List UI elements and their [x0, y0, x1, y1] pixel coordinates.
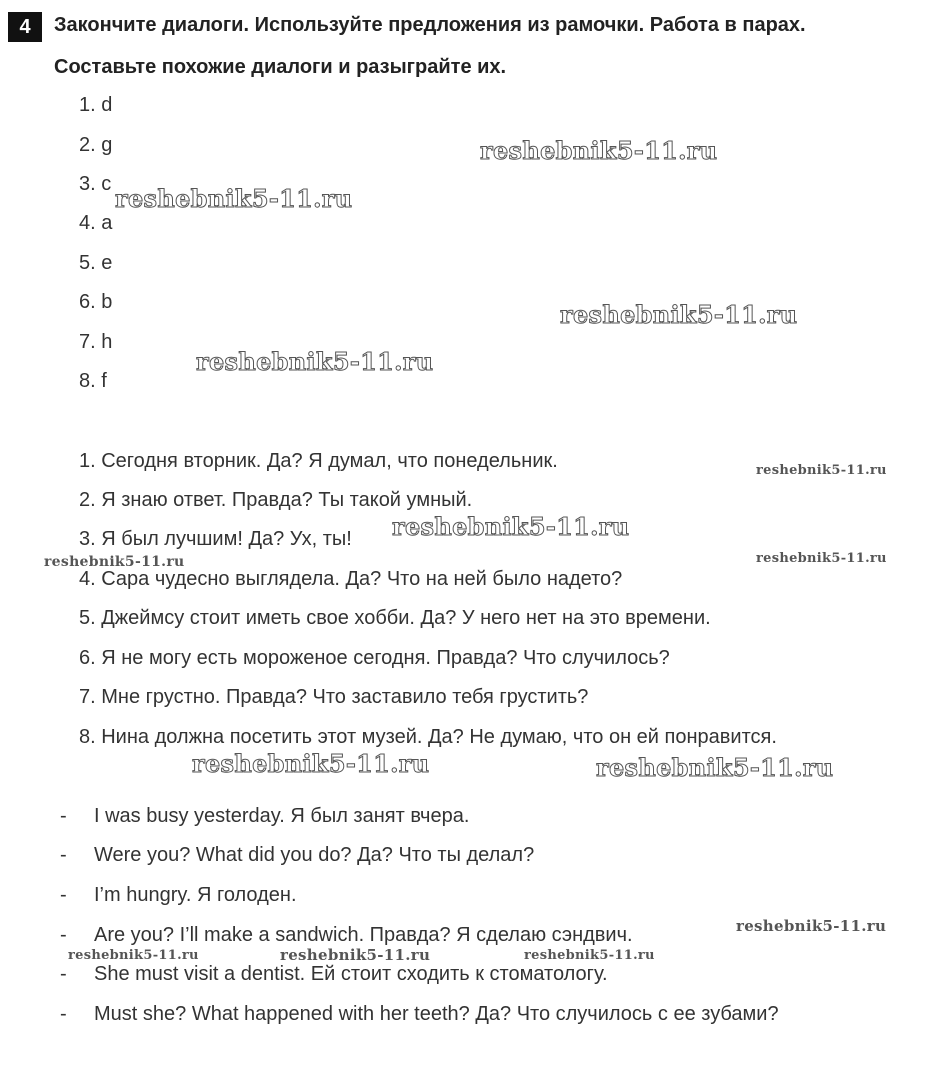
dialogue-dash: -	[60, 963, 67, 985]
dialogue-text: I was busy yesterday. Я был занят вчера.	[94, 805, 470, 827]
watermark: reshebnik5-11.ru	[524, 948, 655, 963]
dialogue-text: She must visit a dentist. Ей стоит сходить к стоматологу.	[94, 963, 608, 985]
dialogue-line	[60, 884, 297, 907]
translation-item: 5. Джеймсу стоит иметь свое хобби. Да? У него нет на это времени.	[79, 607, 711, 629]
dialogue-text: Must she? What happened with her teeth? Да? Что случилось с ее зубами?	[94, 1003, 779, 1025]
dialogue-line	[60, 924, 633, 947]
dialogue-text: I’m hungry. Я голоден.	[94, 884, 297, 906]
watermark: reshebnik5-11.ru	[192, 749, 430, 778]
watermark: reshebnik5-11.ru	[736, 917, 887, 935]
watermark: reshebnik5-11.ru	[196, 347, 434, 376]
translation-item: 1. Сегодня вторник. Да? Я думал, что понедельник.	[79, 450, 558, 472]
translation-item: 6. Я не могу есть мороженое сегодня. Правда? Что случилось?	[79, 647, 670, 669]
translation-item: 3. Я был лучшим! Да? Ух, ты!	[79, 528, 352, 550]
answer-item: 6. b	[79, 291, 113, 313]
answer-item: 8. f	[79, 370, 107, 392]
answer-item: 7. h	[79, 331, 113, 353]
translation-item: 4. Сара чудесно выглядела. Да? Что на ней было надето?	[79, 568, 623, 590]
watermark: reshebnik5-11.ru	[480, 136, 718, 165]
dialogue-line	[60, 805, 469, 828]
watermark: reshebnik5-11.ru	[392, 512, 630, 541]
translation-item: 2. Я знаю ответ. Правда? Ты такой умный.	[79, 489, 473, 511]
watermark: reshebnik5-11.ru	[68, 948, 199, 963]
dialogue-dash: -	[60, 924, 67, 946]
watermark: reshebnik5-11.ru	[756, 463, 887, 478]
dialogue-line	[60, 963, 608, 986]
answer-item: 4. a	[79, 212, 113, 234]
exercise-number-badge: 4	[8, 12, 42, 42]
answer-item: 3. c	[79, 173, 112, 195]
exercise-subtitle: Составьте похожие диалоги и разыграйте их.	[54, 56, 507, 78]
watermark: reshebnik5-11.ru	[44, 554, 185, 570]
dialogue-dash: -	[60, 1003, 67, 1025]
exercise-title: Закончите диалоги. Используйте предложения из рамочки. Работа в парах.	[54, 14, 806, 36]
translation-item: 7. Мне грустно. Правда? Что заставило тебя грустить?	[79, 686, 589, 708]
dialogue-dash: -	[60, 805, 67, 827]
answer-item: 2. g	[79, 134, 113, 156]
dialogue-line	[60, 1003, 779, 1026]
answer-item: 1. d	[79, 94, 113, 116]
dialogue-text: Were you? What did you do? Да? Что ты делал?	[94, 844, 535, 866]
dialogue-dash: -	[60, 844, 67, 866]
watermark: reshebnik5-11.ru	[596, 753, 834, 782]
translation-item: 8. Нина должна посетить этот музей. Да? Не думаю, что он ей понравится.	[79, 726, 777, 748]
dialogue-text: Are you? I’ll make a sandwich. Правда? Я сделаю сэндвич.	[94, 924, 633, 946]
dialogue-line	[60, 844, 534, 867]
answer-item: 5. e	[79, 252, 113, 274]
dialogue-dash: -	[60, 884, 67, 906]
watermark: reshebnik5-11.ru	[280, 946, 431, 964]
watermark: reshebnik5-11.ru	[115, 184, 353, 213]
watermark: reshebnik5-11.ru	[560, 300, 798, 329]
watermark: reshebnik5-11.ru	[756, 551, 887, 566]
